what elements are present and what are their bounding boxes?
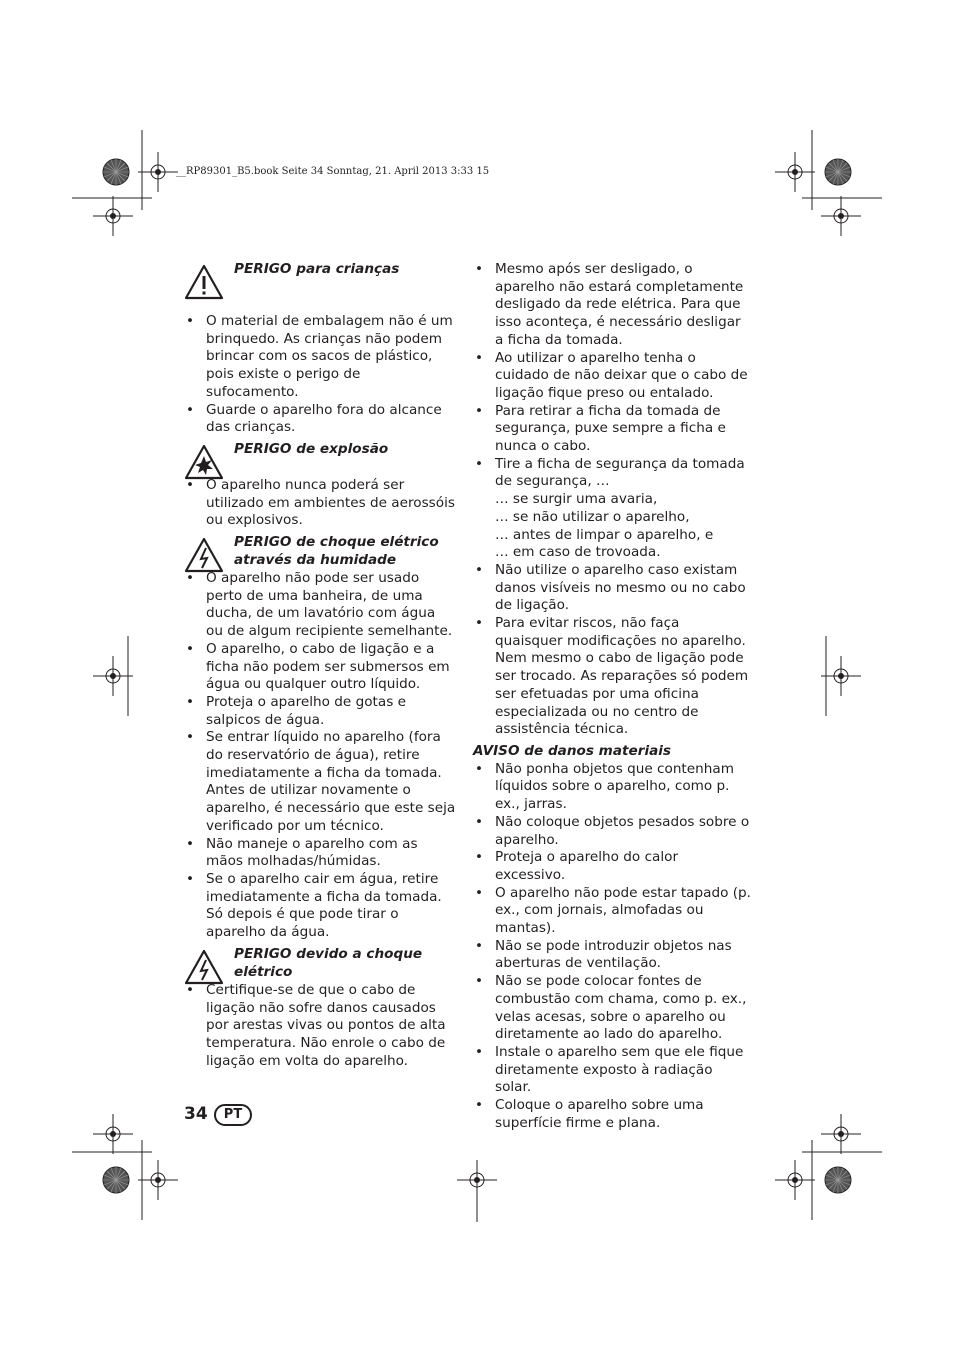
list-item: • Se o aparelho cair em água, retire imediatamente a ficha da tomada. Só depois é que pode tirar o aparelho da água.: [184, 871, 456, 942]
sub-item: … se não utilizar o aparelho,: [495, 508, 690, 525]
warning-electric-title-line1: PERIGO devido a choque: [234, 945, 423, 962]
electric-shock-icon: [184, 537, 224, 573]
list-item: • Ao utilizar o aparelho tenha o cuidado de não deixar que o cabo de ligação fique preso ou entalado.: [473, 350, 751, 403]
warning-children: [184, 261, 456, 305]
explosion-list: [184, 477, 456, 530]
list-item: • Para retirar a ficha da tomada de segurança, puxe sempre a ficha e nunca o cabo.: [473, 403, 751, 456]
list-item: • O aparelho nunca poderá ser utilizado em ambientes de aerossóis ou explosivos.: [184, 477, 456, 530]
warning-explosion: [184, 441, 456, 477]
explosion-warning-icon: [184, 444, 224, 480]
list-item: • Proteja o aparelho do calor excessivo.: [473, 849, 751, 884]
warning-electric-title-line2: elétrico: [234, 963, 293, 980]
file-info-header: __RP89301_B5.book Seite 34 Sonntag, 21. April 2013 3:33 15: [176, 166, 490, 177]
humidity-list: [184, 570, 456, 942]
warning-humidity-title-line2: através da humidade: [234, 551, 397, 568]
right-column: [473, 261, 751, 1132]
list-item: • O material de embalagem não é um brinquedo. As crianças não podem brincar com os sacos de plástico, pois existe o perigo de sufocamento.: [184, 313, 456, 402]
list-item: • O aparelho não pode estar tapado (p. ex., com jornais, almofadas ou mantas).: [473, 885, 751, 938]
children-list: [184, 313, 456, 437]
warning-explosion-title: PERIGO de explosão: [234, 440, 389, 457]
electric-list-continued: [473, 261, 751, 491]
list-item: • O aparelho não pode ser usado perto de uma banheira, de uma ducha, de um lavatório com água ou de algum recipiente semelhante.: [184, 570, 456, 641]
list-item: • Para evitar riscos, não faça quaisquer modificações no aparelho. Nem mesmo o cabo de ligação pode ser trocado. As reparações só podem ser efetuadas por uma oficina especializada ou no centro de assistência técnica.: [473, 615, 751, 739]
list-item: • Instale o aparelho sem que ele fique diretamente exposto à radiação solar.: [473, 1044, 751, 1097]
sub-item: … se surgir uma avaria,: [495, 491, 658, 508]
list-item: • Tire a ficha de segurança da tomada de segurança, …: [473, 456, 751, 491]
list-item: • Não se pode colocar fontes de combustão com chama, como p. ex., velas acesas, sobre o aparelho ou diretamente ao lado do aparelho.: [473, 973, 751, 1044]
warning-electric: [184, 946, 456, 982]
language-badge: PT: [214, 1104, 252, 1126]
list-item: • Se entrar líquido no aparelho (fora do reservatório de água), retire imediatamente a ficha da tomada. Antes de utilizar novamente o aparelho, é necessário que este seja verificado por um técnico.: [184, 729, 456, 835]
warning-exclamation-icon: [184, 264, 224, 300]
page-number: 34: [184, 1104, 208, 1124]
notice-title: AVISO de danos materiais: [473, 742, 672, 759]
warning-children-title: PERIGO para crianças: [234, 261, 400, 277]
list-item: • O aparelho, o cabo de ligação e a ficha não podem ser submersos em água ou qualquer outro líquido.: [184, 641, 456, 694]
warning-humidity: [184, 534, 456, 570]
list-item: • Não maneje o aparelho com as mãos molhadas/húmidas.: [184, 836, 456, 871]
list-item: • Não se pode introduzir objetos nas aberturas de ventilação.: [473, 938, 751, 973]
sub-item: … antes de limpar o aparelho, e: [495, 526, 714, 543]
left-column: [184, 261, 456, 1070]
list-item: • Não utilize o aparelho caso existam danos visíveis no mesmo ou no cabo de ligação.: [473, 562, 751, 615]
list-item: • Mesmo após ser desligado, o aparelho não estará completamente desligado da rede elétrica. Para que isso aconteça, é necessário desligar a ficha da tomada.: [473, 261, 751, 350]
list-item: • Guarde o aparelho fora do alcance das crianças.: [184, 402, 456, 437]
electric-list: [184, 982, 456, 1071]
electric-list-continued-2: [473, 562, 751, 739]
electric-shock-icon: [184, 949, 224, 985]
list-item: • Certifique-se de que o cabo de ligação não sofre danos causados por arestas vivas ou pontos de alta temperatura. Não enrole o cabo de ligação em volta do aparelho.: [184, 982, 456, 1071]
list-item: • Coloque o aparelho sobre uma superfície firme e plana.: [473, 1097, 751, 1132]
list-item: • Não coloque objetos pesados sobre o aparelho.: [473, 814, 751, 849]
list-item: • Proteja o aparelho de gotas e salpicos de água.: [184, 694, 456, 729]
list-item: • Não ponha objetos que contenham líquidos sobre o aparelho, como p. ex., jarras.: [473, 761, 751, 814]
warning-humidity-title-line1: PERIGO de choque elétrico: [234, 534, 439, 551]
sub-item: … em caso de trovoada.: [495, 544, 661, 561]
notice-list: [473, 761, 751, 1133]
